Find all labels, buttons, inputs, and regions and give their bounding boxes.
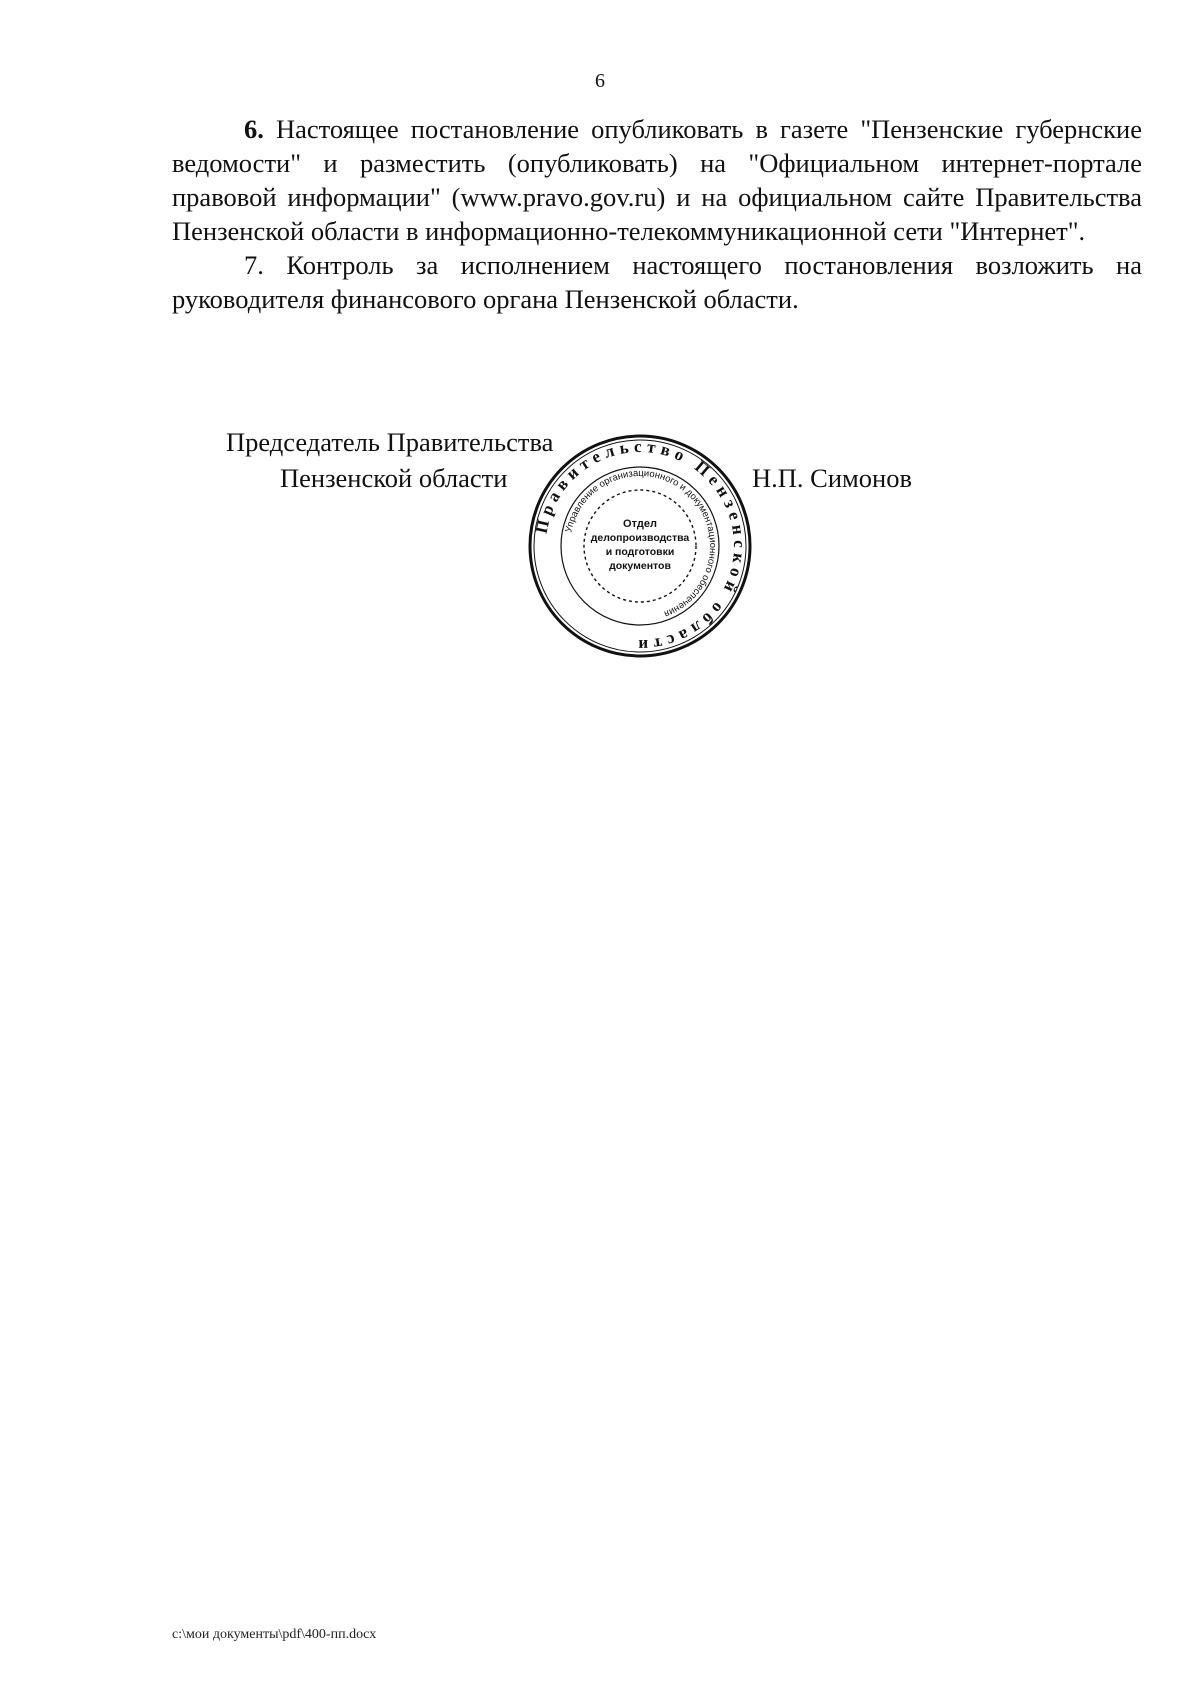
svg-text:Отдел: Отдел bbox=[623, 518, 657, 530]
signatory-title-line-1: Председатель Правительства bbox=[226, 427, 554, 457]
official-seal-stamp bbox=[527, 433, 753, 659]
signatory-title-line-2: Пензенской области bbox=[280, 463, 508, 493]
paragraph-7 bbox=[172, 248, 1142, 316]
paragraph-number: 7. bbox=[244, 250, 264, 280]
svg-text:делопроизводства: делопроизводства bbox=[590, 532, 690, 544]
paragraph-text: Контроль за исполнением настоящего постановления возложить на руководителя финансового органа Пензенской области. bbox=[172, 250, 1142, 314]
paragraph-number: 6. bbox=[244, 114, 264, 144]
page-number: 6 bbox=[595, 70, 605, 92]
signatory-name: Н.П. Симонов bbox=[752, 463, 912, 493]
footer-file-path: c:\мои документы\pdf\400-пп.docx bbox=[172, 1627, 377, 1642]
svg-text:Правительство Пензенской облас: Правительство Пензенской области bbox=[531, 436, 750, 656]
document-body bbox=[172, 112, 1142, 316]
svg-text:документов: документов bbox=[609, 560, 671, 572]
svg-text:Управление организационного и: Управление организационного и документационного обеспечения bbox=[563, 467, 719, 620]
signature-block bbox=[0, 427, 1200, 687]
paragraph-text: Настоящее постановление опубликовать в газете "Пензенские губернские ведомости" и разместить (опубликовать) на "Официальном интернет-портале правовой информации" (www.pravo.gov.ru) и на официальном сайте Правительства Пензенской области в информационно-телекоммуникационной сети "Интернет". bbox=[172, 114, 1142, 246]
paragraph-6 bbox=[172, 112, 1142, 248]
svg-text:и подготовки: и подготовки bbox=[605, 546, 675, 558]
